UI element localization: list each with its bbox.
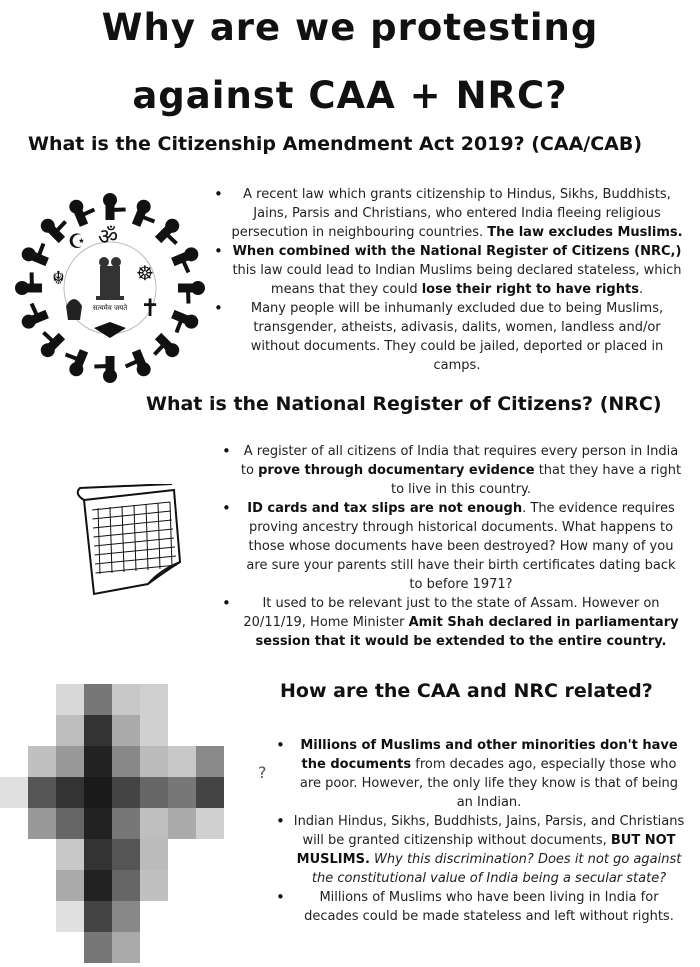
mosaic-block <box>84 777 112 808</box>
mosaic-block <box>28 684 56 715</box>
mosaic-block <box>28 839 56 870</box>
mosaic-block <box>56 684 84 715</box>
relation-bullet-2-text: Indian Hindus, Sikhs, Buddhists, Jains, Parsis, and Christians will be granted citizenship without documents, <box>293 814 685 848</box>
caa-bullet-1-bold: The law excludes Muslims. <box>487 225 683 240</box>
mosaic-block <box>28 808 56 839</box>
mosaic-block <box>168 715 196 746</box>
relation-bullet-1-text: from decades ago, especially those who are poor. However, the only life they know is that of being an Indian. <box>299 757 679 810</box>
mosaic-block <box>168 870 196 901</box>
mosaic-block <box>112 808 140 839</box>
relation-bullet-2-bold: BUT NOT MUSLIMS. <box>296 833 676 867</box>
mosaic-block <box>224 901 252 932</box>
caa-bullet-2-text: this law could lead to Indian Muslims being declared stateless, which means that they could <box>232 263 682 297</box>
mosaic-block <box>140 777 168 808</box>
caa-bullet-2-bold2: lose their right to have rights <box>421 282 639 297</box>
nrc-bullet-list <box>222 442 684 651</box>
mosaic-block <box>28 901 56 932</box>
mosaic-block <box>168 746 196 777</box>
mosaic-block <box>112 684 140 715</box>
mosaic-block <box>140 870 168 901</box>
mosaic-block <box>112 777 140 808</box>
document-sheet-illustration <box>64 484 189 604</box>
mosaic-block <box>28 932 56 963</box>
cross-icon: ✝ <box>140 294 161 322</box>
mosaic-block <box>56 777 84 808</box>
mosaic-block <box>140 901 168 932</box>
relation-bullet-3 <box>276 888 686 926</box>
mosaic-block <box>28 777 56 808</box>
mosaic-block <box>224 808 252 839</box>
mosaic-block <box>112 870 140 901</box>
nrc-bullet-1-bold: prove through documentary evidence <box>258 463 535 478</box>
mosaic-block <box>56 932 84 963</box>
mosaic-block <box>56 839 84 870</box>
mosaic-block <box>56 746 84 777</box>
mosaic-block <box>84 932 112 963</box>
mosaic-block <box>0 839 28 870</box>
mosaic-block <box>196 746 224 777</box>
caa-bullet-1 <box>214 185 684 242</box>
caa-heading: What is the Citizenship Amendment Act 2019? (CAA/CAB) <box>28 133 643 155</box>
mosaic-block <box>112 746 140 777</box>
caa-bullet-1-text: A recent law which grants citizenship to Hindus, Sikhs, Buddhists, Jains, Parsis and Christians, who entered India fleeing religious persecution in neighbouring countries. <box>231 187 671 240</box>
relation-heading: How are the CAA and NRC related? <box>280 680 653 702</box>
mosaic-block <box>196 715 224 746</box>
caa-bullet-3-text: Many people will be inhumanly excluded due to being Muslims, transgender, atheists, adivasis, dalits, women, landless and/or without documents. They could be jailed, deported or placed in camps. <box>250 301 664 373</box>
mosaic-block <box>224 746 252 777</box>
nrc-bullet-2 <box>222 499 684 594</box>
mosaic-block <box>224 870 252 901</box>
mosaic-block <box>168 901 196 932</box>
mosaic-block <box>140 684 168 715</box>
relation-bullet-list <box>276 736 686 926</box>
title-line-1: Why are we protesting <box>101 6 599 49</box>
nrc-bullet-3-bold: Amit Shah declared in parliamentary session that it would be extended to the entire country. <box>255 615 679 649</box>
mosaic-block <box>0 684 28 715</box>
mosaic-block <box>196 901 224 932</box>
mosaic-block <box>196 932 224 963</box>
mosaic-block <box>84 901 112 932</box>
jain-hand-icon <box>66 299 82 320</box>
mosaic-block <box>224 777 252 808</box>
nrc-bullet-3 <box>222 594 684 651</box>
mosaic-block <box>84 684 112 715</box>
person-arm <box>154 343 165 354</box>
mosaic-block <box>84 746 112 777</box>
mosaic-block <box>140 932 168 963</box>
dharma-wheel-icon: ☸ <box>136 261 154 285</box>
om-icon: ॐ <box>98 225 119 250</box>
person-arm <box>165 233 176 244</box>
pixelated-image <box>0 684 260 967</box>
mosaic-block <box>0 746 28 777</box>
nrc-bullet-3-pre: It used to be relevant just to the state of Assam. However on 20/11/19, Home Minister <box>243 596 660 630</box>
caa-bullet-3 <box>214 299 684 375</box>
nrc-bullet-1 <box>222 442 684 499</box>
relation-bullet-2-italic: Why this discrimination? Does it not go against the constitutional value of India being a secular state? <box>311 852 682 886</box>
mosaic-block <box>224 839 252 870</box>
mosaic-block <box>112 901 140 932</box>
mosaic-block <box>28 870 56 901</box>
mosaic-block <box>224 684 252 715</box>
mosaic-block <box>84 839 112 870</box>
mosaic-block <box>140 746 168 777</box>
mosaic-block <box>0 901 28 932</box>
mosaic-block <box>0 932 28 963</box>
mosaic-block <box>196 684 224 715</box>
nrc-bullet-1-pre: A register of all citizens of India that requires every person in India to <box>240 444 679 478</box>
mosaic-block <box>0 808 28 839</box>
emblem-caption: सत्यमेव जयते <box>92 304 128 312</box>
relation-bullet-1-bold: Millions of Muslims and other minorities don't have the documents <box>300 738 678 772</box>
mosaic-block <box>196 808 224 839</box>
mosaic-block <box>112 839 140 870</box>
nrc-bullet-2-text: . The evidence requires proving ancestry through historical documents. What happens to those whose documents have been destroyed? How many of you are sure your parents still have their birth certificates dating back to before 1971? <box>246 501 676 592</box>
mosaic-block <box>196 870 224 901</box>
mosaic-block <box>168 777 196 808</box>
nrc-bullet-2-bold: ID cards and tax slips are not enough <box>247 501 523 516</box>
mosaic-block <box>84 715 112 746</box>
caa-bullet-list <box>214 185 684 375</box>
mosaic-block <box>140 715 168 746</box>
national-emblem-icon <box>96 257 124 300</box>
caa-bullet-2-end: . <box>638 282 644 297</box>
caa-bullet-2 <box>214 242 684 299</box>
unity-circle-illustration <box>8 188 213 388</box>
mosaic-block <box>56 901 84 932</box>
mosaic-block <box>56 870 84 901</box>
caa-bullet-2-bold: When combined with the National Register of Citizens (NRC,) <box>232 244 682 259</box>
mosaic-block <box>28 715 56 746</box>
mosaic-block <box>224 932 252 963</box>
mosaic-block <box>112 715 140 746</box>
mosaic-block <box>168 808 196 839</box>
mosaic-block <box>84 808 112 839</box>
person-arm <box>43 332 54 343</box>
mosaic-block <box>196 839 224 870</box>
mosaic-block <box>0 715 28 746</box>
stray-mark: ? <box>258 763 267 782</box>
mosaic-block <box>0 870 28 901</box>
mosaic-block <box>84 870 112 901</box>
mosaic-block <box>224 715 252 746</box>
mosaic-block <box>140 808 168 839</box>
title-line-2: against CAA + NRC? <box>132 74 568 117</box>
mosaic-block <box>56 808 84 839</box>
mosaic-block <box>168 684 196 715</box>
khanda-icon: ☬ <box>52 268 65 289</box>
mosaic-block <box>168 932 196 963</box>
relation-bullet-2 <box>276 812 686 888</box>
nrc-heading: What is the National Register of Citizens? (NRC) <box>146 393 662 415</box>
mosaic-block <box>56 715 84 746</box>
relation-bullet-1 <box>276 736 686 812</box>
person-arm <box>55 221 66 232</box>
crescent-icon: ☪ <box>68 229 86 253</box>
relation-bullet-3-text: Millions of Muslims who have been living in India for decades could be made stateless and left without rights. <box>304 890 674 924</box>
nrc-bullet-1-post: that they have a right to live in this country. <box>390 463 682 497</box>
mosaic-block <box>28 746 56 777</box>
mosaic-block <box>0 777 28 808</box>
mosaic-block <box>168 839 196 870</box>
faravahar-icon <box>94 322 126 338</box>
mosaic-block <box>112 932 140 963</box>
mosaic-block <box>140 839 168 870</box>
mosaic-block <box>196 777 224 808</box>
